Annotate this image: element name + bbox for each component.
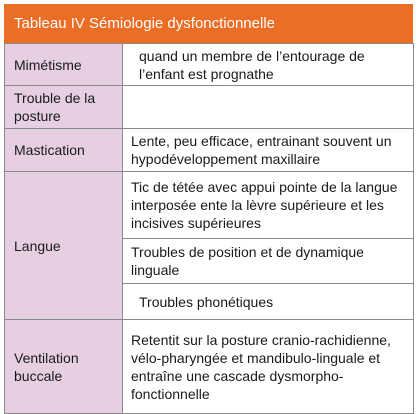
row-value-ventilation bbox=[123, 320, 414, 414]
row-label-ventilation: Ventilation buccale bbox=[5, 320, 123, 414]
cell-text: Troubles phonétiques bbox=[139, 293, 274, 310]
cell-text: Tic de tétée avec appui pointe de la langue interposée ente la lèvre supérieure et les incisives supérieures bbox=[131, 179, 398, 231]
table-title: Tableau IV Sémiologie dysfonctionnelle bbox=[4, 4, 413, 43]
cell-text: quand un membre de l’entourage de l’enfant est prognathe bbox=[139, 47, 365, 82]
cell-text: Lente, peu efficace, entrainant souvent un hypodéveloppement maxillaire bbox=[131, 133, 392, 167]
row-value-langue-phonetique bbox=[123, 284, 414, 320]
semiology-table bbox=[4, 43, 414, 414]
row-value-mimetisme bbox=[123, 44, 414, 86]
row-value-posture bbox=[123, 86, 414, 129]
table-row bbox=[5, 129, 414, 172]
table-row bbox=[5, 44, 414, 86]
table-row bbox=[5, 172, 414, 239]
cell-text: Troubles de position et de dynamique linguale bbox=[131, 244, 364, 278]
cell-text: Retentit sur la posture cranio-rachidienne, vélo-pharyngée et mandibulo-linguale et entraîne une cascade dysmorpho-fonctionnelle bbox=[131, 331, 391, 402]
table-row bbox=[5, 86, 414, 129]
table-row bbox=[5, 320, 414, 414]
row-value-langue-position bbox=[123, 239, 414, 284]
row-value-langue-tic bbox=[123, 172, 414, 239]
row-label-posture: Trouble de la posture bbox=[5, 86, 123, 129]
row-label-mastication: Mastication bbox=[5, 129, 123, 172]
row-label-mimetisme: Mimétisme bbox=[5, 44, 123, 86]
row-value-mastication bbox=[123, 129, 414, 172]
row-label-langue: Langue bbox=[5, 172, 123, 320]
